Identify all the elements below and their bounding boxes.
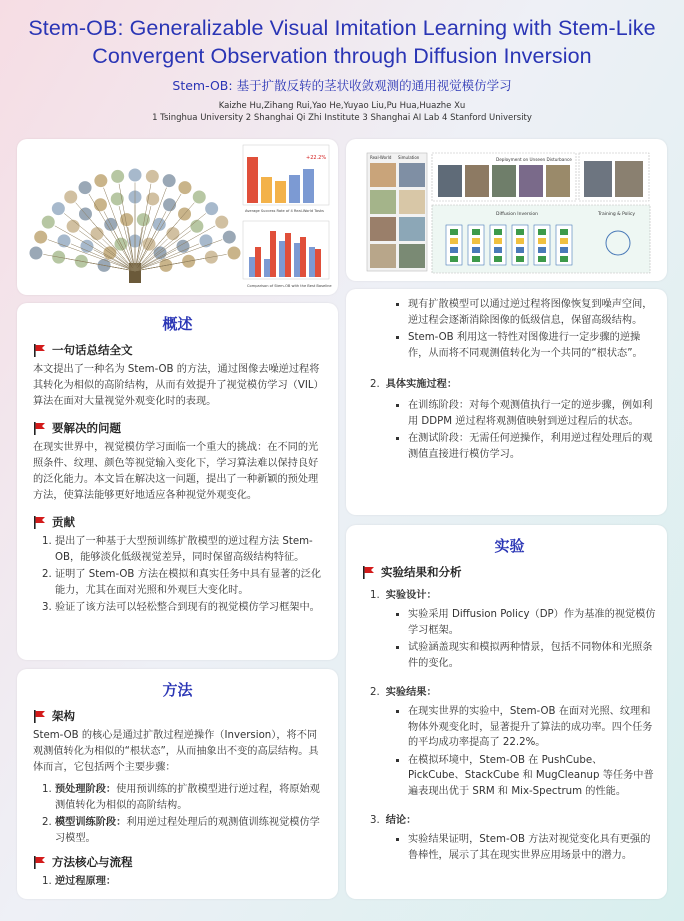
thumbnail [399,190,425,214]
list-item: 1. 提出了一种基于大型预训练扩散模型的逆过程方法 Stem-OB，能够淡化低级视觉差异，同时保留高级结构特征。 [55,534,322,565]
method-cont-card [346,289,667,515]
overview-title: 概述 [162,315,193,333]
chart1-bar-3 [275,181,286,203]
tree-node [227,246,241,260]
deploy-frame [519,165,543,197]
exp-bullets [362,607,657,671]
impl-bullets [346,398,657,462]
tree-node [166,227,180,241]
chart2-bar [315,249,321,277]
tree-node [146,192,160,206]
chart2-bar [270,231,276,277]
title-line-1: Stem-OB: Generalizable Visual Imitation Learning with Stem-Like [28,16,656,40]
step-list [33,782,322,846]
list-item: 2. 证明了 Stem-OB 方法在模拟和真实任务中具有显著的泛化能力，尤其在面对光照和外观巨大变化时。 [55,567,322,598]
experiment-card [346,525,667,899]
tree-node [66,219,80,233]
tree-node [190,219,204,233]
flag-icon [33,516,46,529]
chart1-bar-1 [247,157,258,203]
principle-bullets [346,297,657,361]
chart1-bar-5 [303,169,314,203]
tree-node [215,215,229,229]
flag-icon [33,344,46,357]
problem-text: 在现实世界中，视觉模仿学习面临一个重大的挑战：在不同的光照条件、纹理、颜色等视觉输入变化下，学习算法难以保持良好的泛化能力。本文旨在解决这一问题，提出了一种新颖的预处理方法，使算法能够更好地适应各种视觉外观变化。 [33,442,319,501]
chart1-bar-4 [289,175,300,203]
chart2-bar [255,247,261,277]
exp-bullets [362,832,657,863]
arch-text: Stem-OB 的核心是通过扩散过程逆操作（Inversion），将不同观测值转化为相似的“根状态”，从而抽象出不变的高层结构。具体而言，它包括两个主要步骤： [33,730,319,773]
deploy-frame [492,165,516,197]
impl-heading: 2. 具体实施过程： [370,379,458,390]
tree-node [110,192,124,206]
summary-text: 本文提出了一种名为 Stem-OB 的方法，通过图像去噪逆过程将其转化为相似的高阶结构，从而有效提升了视觉模仿学习（VIL）算法在面对大量视觉外观变化时的表现。 [33,364,320,407]
thumbnail [370,190,396,214]
exp-item-heading: 2. 实验结果： [370,687,437,698]
thumbnail [399,163,425,187]
tree-node [29,246,43,260]
list-item: ▪ 现有扩散模型可以通过逆过程将图像恢复到噪声空间，逆过程会逐渐消除图像的低级信息，保留高级结构。 [408,297,657,328]
tree-node [178,181,192,195]
method-card [17,669,338,899]
list-item: ▪ 在测试阶段：无需任何逆操作，利用逆过程处理后的观测值直接进行模仿学习。 [408,431,657,462]
thumbnail [370,217,396,241]
exp-item-heading: 1. 实验设计： [370,590,437,601]
chart2-bar [285,233,291,277]
contribution-list [33,534,322,616]
thumbnail [399,217,425,241]
problem-heading: 要解决的问题 [33,420,322,436]
tree-node [90,227,104,241]
list-item: 1. 逆过程原理： [55,874,322,890]
summary-heading: 一句话总结全文 [33,342,322,358]
method-title: 方法 [162,681,193,699]
label-real-world: Real-World [370,155,392,160]
tree-figure [17,139,338,295]
tree-node [78,181,92,195]
chart2-caption: Comparison of Stem-OB with the Best Baseline [247,284,332,288]
label-simulation: Simulation [398,155,420,160]
core-heading: 方法核心与流程 [33,854,322,870]
overview-card [17,303,338,660]
exp-bullets [362,704,657,799]
arch-heading: 架构 [33,708,322,724]
chart2-bar [279,241,285,277]
list-item: 2. 模型训练阶段：利用逆过程处理后的观测值训练视觉模仿学习模型。 [55,815,322,846]
tree-node [111,169,125,183]
flag-icon [33,710,46,723]
chart1-bar-2 [261,177,272,203]
tree-node [34,230,48,244]
core-list [33,874,322,890]
deploy-frame [438,165,462,197]
list-item: 1. 预处理阶段：使用预训练的扩散模型进行逆过程，将原始观测值转化为相似的高阶结构。 [55,782,322,813]
deploy-frame [615,161,643,197]
title-line-2: Convergent Observation through Diffusion Inversion [92,44,592,68]
flag-icon [362,566,375,579]
results-heading: 实验结果和分析 [362,564,657,580]
thumbnail [370,244,396,268]
list-item: ▪ 在训练阶段：对每个观测值执行一定的逆步骤，例如利用 DDPM 逆过程将观测值映射到逆过程后的状态。 [408,398,657,429]
tree-node [41,215,55,229]
label-deploy: Deployment on Unseen Disturbance [496,157,572,162]
tree-node [222,230,236,244]
label-inversion: Diffusion Inversion [496,212,538,217]
figure-card-left [17,139,338,295]
tree-node [51,202,65,216]
deploy-frame [465,165,489,197]
chart1-caption: Average Success Rate of 4 Real-World Tasks [245,209,324,213]
tree-node [128,168,142,182]
list-item: ▪ 实验采用 Diffusion Policy（DP）作为基准的视觉模仿学习框架。 [408,607,657,638]
thumbnail [370,163,396,187]
thumbnail [399,244,425,268]
tree-node [94,174,108,188]
list-item: ▪ Stem-OB 利用这一特性对图像进行一定步骤的逆操作，从而将不同观测值转化为一个共同的“根状态”。 [408,330,657,361]
tree-node [57,234,71,248]
chart2-bar [300,237,306,277]
tree-node [145,169,159,183]
tree-node [162,174,176,188]
authors: Kaizhe Hu,Zihang Rui,Yao He,Yuyao Liu,Pu Hua,Huazhe Xu [218,101,466,111]
list-item: 3. 验证了该方法可以轻松整合到现有的视觉模仿学习框架中。 [55,600,322,616]
list-item: ▪ 在模拟环境中，Stem-OB 在 PushCube、PickCube、StackCube 和 MugCleanup 等任务中普遍表现出优于 SRM 和 Mix-Spectrum 的性能。 [408,753,657,800]
chart2-bar [264,259,270,277]
list-item: ▪ 在现实世界的实验中，Stem-OB 在面对光照、纹理和物体外观变化时，显著提升了算法的成功率。四个任务的平均成功率提高了 22.2%。 [408,704,657,751]
poster-header [0,0,684,130]
chart2-bar [309,247,315,277]
poster-subtitle: Stem-OB: 基于扩散反转的茎状收敛观测的通用视觉模仿学习 [172,78,512,93]
list-item: ▪ 实验结果证明，Stem-OB 方法对视觉变化具有更强的鲁棒性，展示了其在现实世界应用场景中的潜力。 [408,832,657,863]
chart2-bar [249,257,255,277]
chart2-bar [294,243,300,277]
tree-node [192,190,206,204]
label-training: Training & Policy [598,212,636,217]
poster-title [0,14,684,70]
deploy-frame [584,161,612,197]
pipeline-figure [346,139,667,281]
exp-item-heading: 3. 结论： [370,815,417,826]
tree-node [199,234,213,248]
figure-card-right [346,139,667,281]
tree-node [205,202,219,216]
tree-node [64,190,78,204]
flag-icon [33,856,46,869]
chart1-badge: +22.2% [306,155,327,161]
flag-icon [33,422,46,435]
list-item: ▪ 试验涵盖现实和模拟两种情景，包括不同物体和光照条件的变化。 [408,640,657,671]
affiliations: 1 Tsinghua University 2 Shanghai Qi Zhi Institute 3 Shanghai AI Lab 4 Stanford University [152,113,532,123]
deploy-frame [546,165,570,197]
contrib-heading: 贡献 [33,514,322,530]
experiment-title: 实验 [494,537,525,555]
